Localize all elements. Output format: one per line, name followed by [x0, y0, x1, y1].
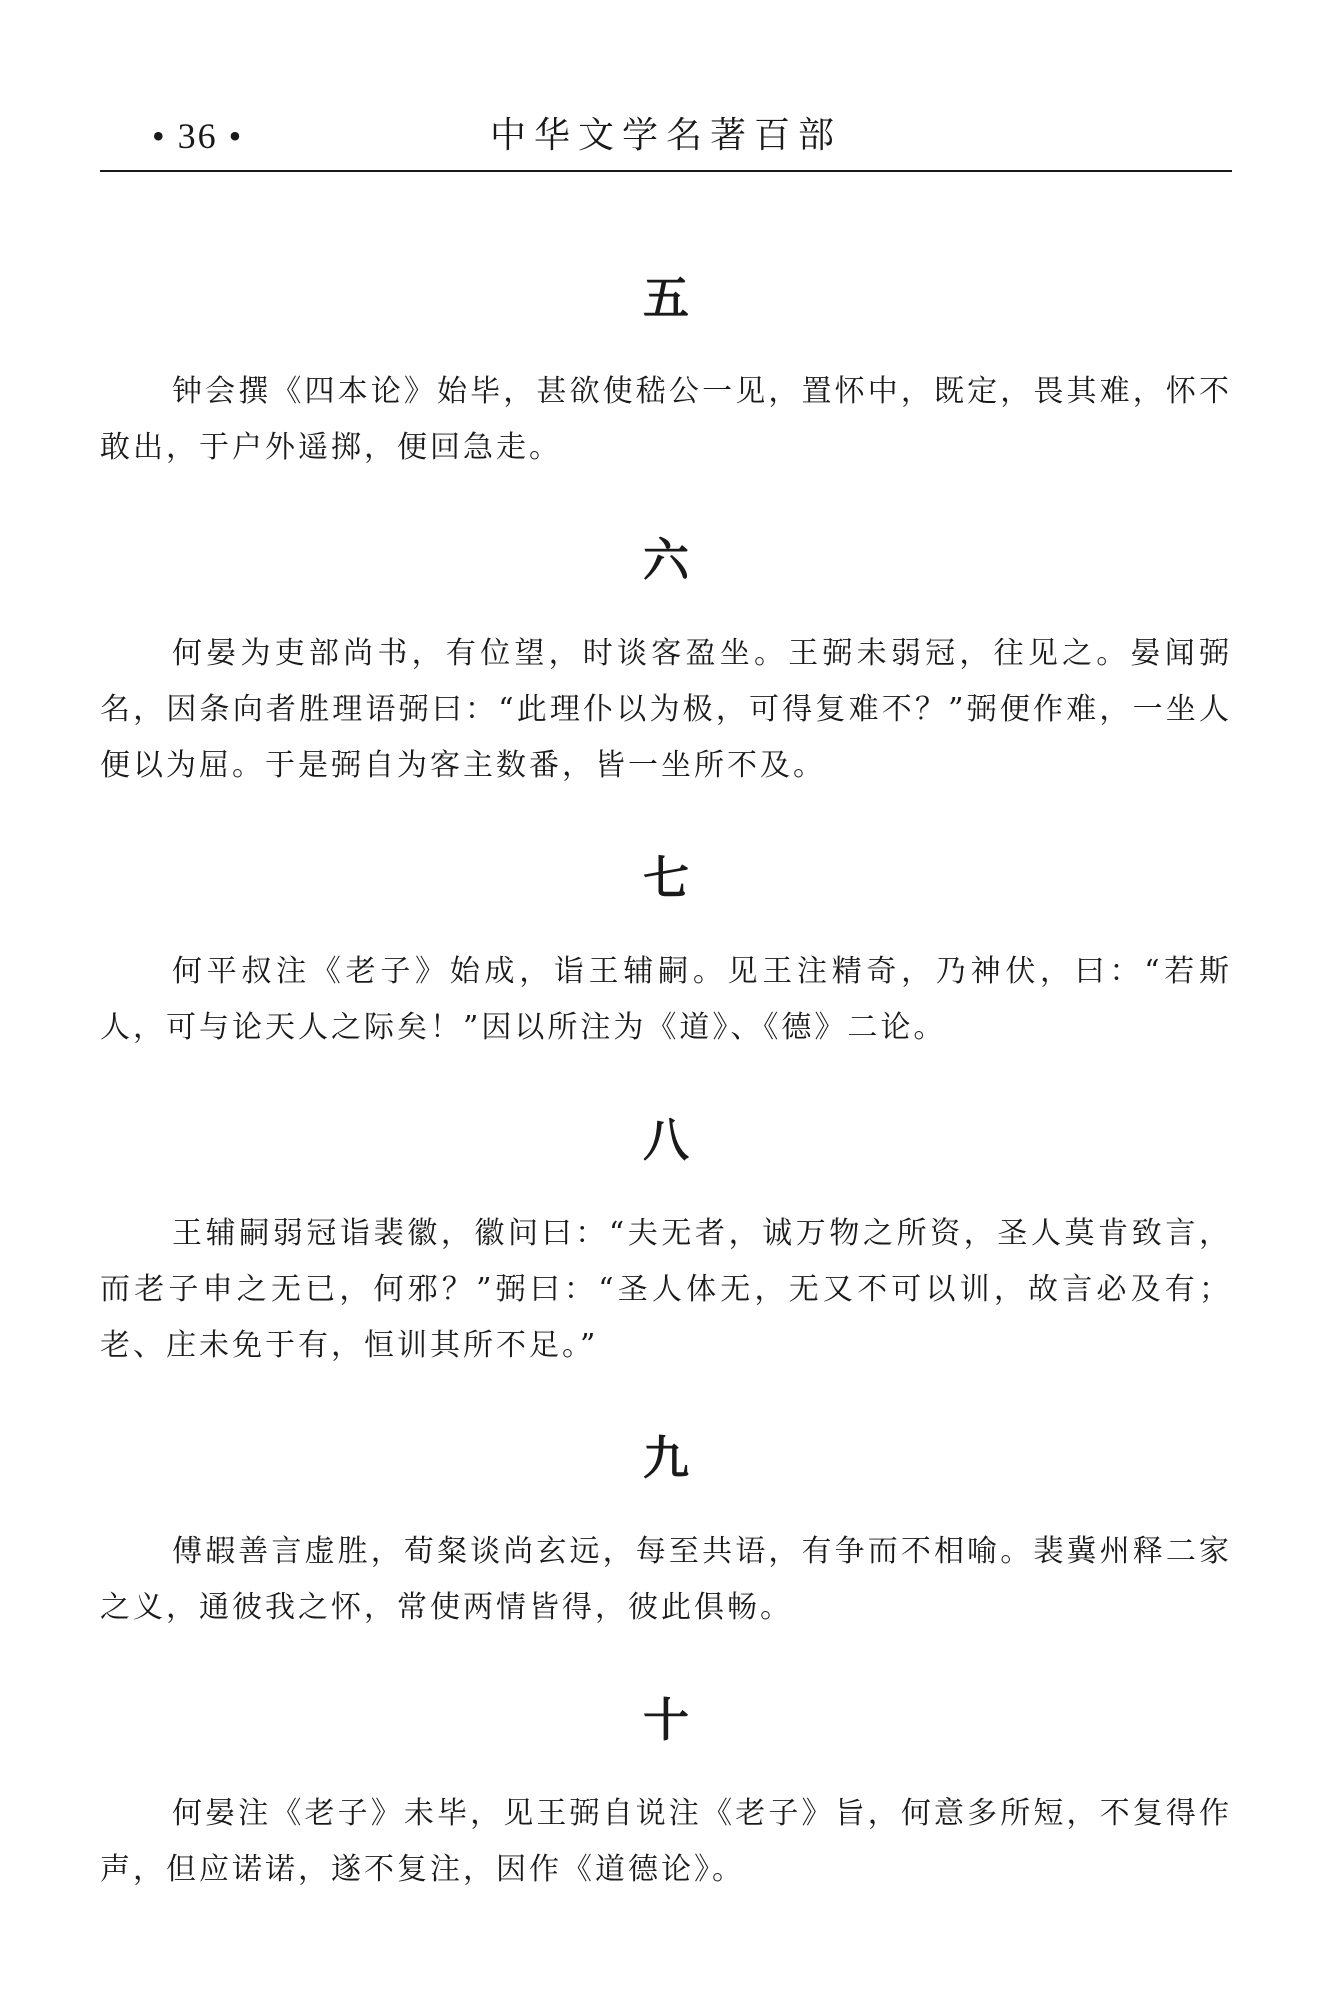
section-6 — [100, 520, 1232, 794]
section-9 — [100, 1418, 1232, 1636]
section-heading: 六 — [643, 533, 689, 587]
section-heading: 九 — [643, 1431, 689, 1485]
section-text: 何平叔注《老子》始成，诣王辅嗣。见王注精奇，乃神伏，曰：“若斯人，可与论天人之际矣！”因以所注为《道》、《德》二论。 — [100, 954, 1232, 1045]
section-text: 钟会撰《四本论》始毕，甚欲使嵇公一见，置怀中，既定，畏其难，怀不敢出，于户外遥掷，便回急走。 — [100, 374, 1232, 465]
section-heading: 十 — [643, 1693, 689, 1747]
running-title: 中华文学名著百部 — [489, 115, 842, 156]
section-text: 王辅嗣弱冠诣裴徽，徽问曰：“夫无者，诚万物之所资，圣人莫肯致言，而老子申之无已，何邪？”弼曰：“圣人体无，无又不可以训，故言必及有；老、庄未免于有，恒训其所不足。” — [100, 1216, 1232, 1363]
section-heading: 五 — [643, 271, 689, 325]
section-heading: 七 — [643, 851, 689, 905]
section-heading: 八 — [643, 1113, 689, 1167]
section-7 — [100, 838, 1232, 1056]
page-header — [100, 112, 1232, 172]
page-body — [100, 258, 1232, 1898]
section-10 — [100, 1680, 1232, 1898]
section-5 — [100, 258, 1232, 476]
section-text: 傅嘏善言虚胜，荀粲谈尚玄远，每至共语，有争而不相喻。裴冀州释二家之义，通彼我之怀，常使两情皆得，彼此俱畅。 — [100, 1534, 1232, 1625]
section-8 — [100, 1100, 1232, 1374]
section-text: 何晏为吏部尚书，有位望，时谈客盈坐。王弼未弱冠，往见之。晏闻弼名，因条向者胜理语弼曰：“此理仆以为极，可得复难不？”弼便作难，一坐人便以为屈。于是弼自为客主数番，皆一坐所不及。 — [100, 636, 1232, 783]
page-number: • 36 • — [152, 116, 244, 156]
section-text: 何晏注《老子》未毕，见王弼自说注《老子》旨，何意多所短，不复得作声，但应诺诺，遂不复注，因作《道德论》。 — [100, 1796, 1232, 1887]
header-rule — [100, 170, 1232, 172]
